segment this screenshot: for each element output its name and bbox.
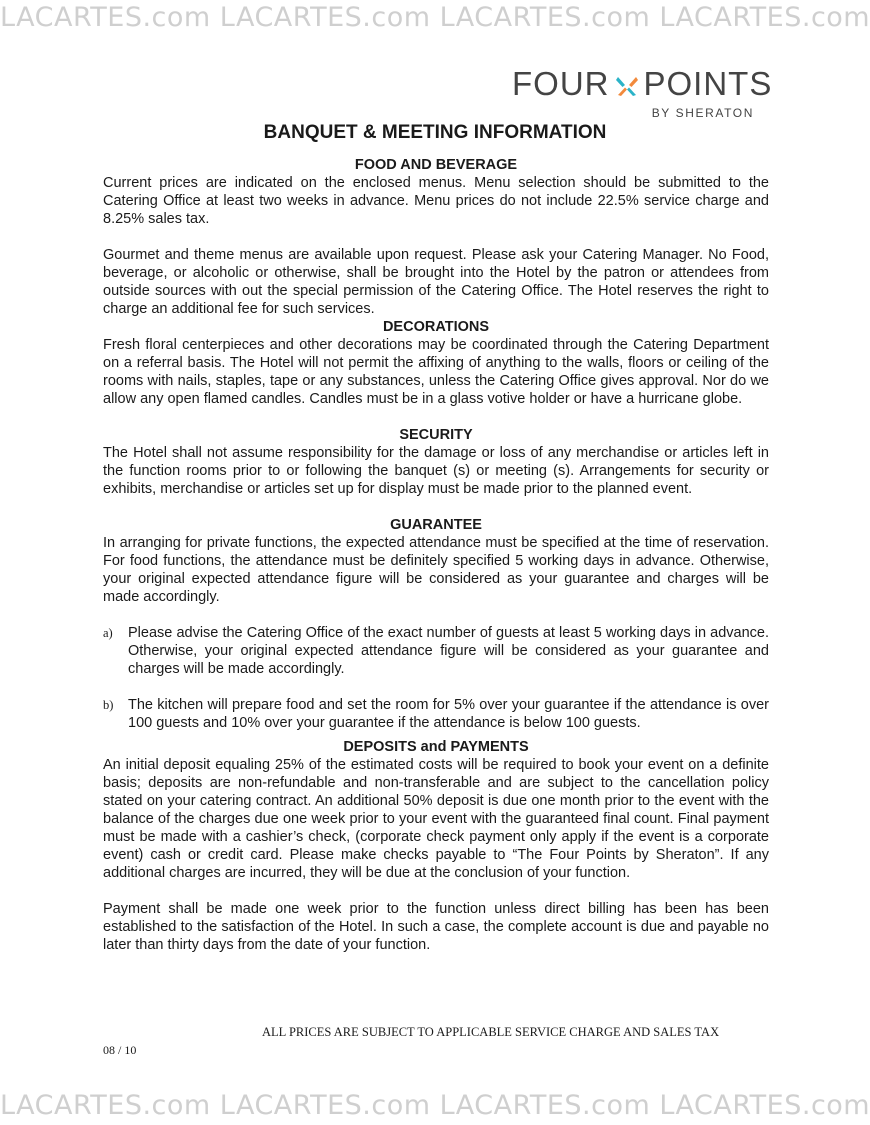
four-points-logo (512, 65, 773, 124)
footer-code: 08 / 10 (103, 1043, 137, 1057)
logo-x-mark-icon (615, 74, 639, 98)
guarantee-paragraph: In arranging for private functions, the expected attendance must be specified at the time of reservation. For food functions, the attendance must be definitely specified 5 working days in advance. Otherwise, your original expected attendance figure will be considered as your guarantee and charges will be made accordingly. (103, 535, 769, 605)
list-item (103, 624, 769, 678)
logo-word-points: POINTS (643, 65, 773, 102)
watermark-bottom: LACARTES.com LACARTES.com LACARTES.com LACARTES.com (0, 1090, 870, 1121)
food-heading: FOOD AND BEVERAGE (354, 157, 518, 173)
list-marker: a) (103, 626, 113, 640)
decorations-paragraph: Fresh floral centerpieces and other decorations may be coordinated through the Catering Department on a referral basis. The Hotel will not permit the affixing of anything to the walls, floors or ceiling of the rooms with nails, staples, tape or any substances, unless the Catering Office gives approval. Nor do we allow any open flamed candles. Candles must be in a glass votive holder or have a hurricane globe. (103, 337, 769, 407)
decorations-heading: DECORATIONS (382, 319, 490, 335)
deposits-paragraph-1: An initial deposit equaling 25% of the estimated costs will be required to book your event on a definite basis; deposits are non-refundable and non-transferable and are subject to the cancellation policy stated on your catering contract. An additional 50% deposit is due one month prior to the event with the balance of the charges due one week prior to your event with the guaranteed final count. Final payment must be made with a cashier’s check, (corporate check payment only apply if the event is a corporate event) cash or credit card. Please make checks payable to “The Four Points by Sheraton”. If any additional charges are incurred, they will be due at the conclusion of your function. (103, 757, 769, 881)
security-paragraph: The Hotel shall not assume responsibility for the damage or loss of any merchandise or articles left in the function rooms prior to or following the banquet (s) or meeting (s). Arrangements for security or exhibits, merchandise or articles set up for display must be made prior to the planned event. (103, 445, 769, 497)
list-item (103, 696, 769, 732)
watermark-top: LACARTES.com LACARTES.com LACARTES.com LACARTES.com (0, 2, 870, 33)
guarantee-heading: GUARANTEE (390, 517, 482, 533)
document-body (103, 156, 769, 954)
food-paragraph-1: Current prices are indicated on the enclosed menus. Menu selection should be submitted to the Catering Office at least two weeks in advance. Menu prices do not include 22.5% service charge and 8.25% sales tax. (103, 175, 769, 227)
deposits-heading: DEPOSITS and PAYMENTS (343, 739, 529, 755)
logo-wordmark (512, 65, 773, 102)
security-heading: SECURITY (399, 427, 473, 443)
document-title: BANQUET & MEETING INFORMATION (263, 122, 607, 143)
list-item-text: The kitchen will prepare food and set the room for 5% over your guarantee if the attendance is over 100 guests and 10% over your guarantee if the attendance is below 100 guests. (128, 697, 769, 731)
deposits-paragraph-2: Payment shall be made one week prior to the function unless direct billing has been has been established to the satisfaction of the Hotel. In such a case, the complete account is due and payable no later than thirty days from the date of your function. (103, 901, 769, 953)
footer-note: ALL PRICES ARE SUBJECT TO APPLICABLE SERVICE CHARGE AND SALES TAX (262, 1025, 720, 1039)
logo-word-four: FOUR (512, 65, 610, 102)
list-marker: b) (103, 698, 114, 712)
logo-subtitle: BY SHERATON (651, 106, 754, 120)
list-item-text: Please advise the Catering Office of the exact number of guests at least 5 working days in advance. Otherwise, your original expected attendance figure will be considered as your guarantee and charges will be made accordingly. (128, 625, 769, 677)
food-paragraph-2: Gourmet and theme menus are available upon request. Please ask your Catering Manager. No Food, beverage, or alcoholic or otherwise, shall be brought into the Hotel by the patron or attendees from outside sources with out the special permission of the Catering Office. The Hotel reserves the right to charge an additional fee for such services. (103, 247, 769, 317)
